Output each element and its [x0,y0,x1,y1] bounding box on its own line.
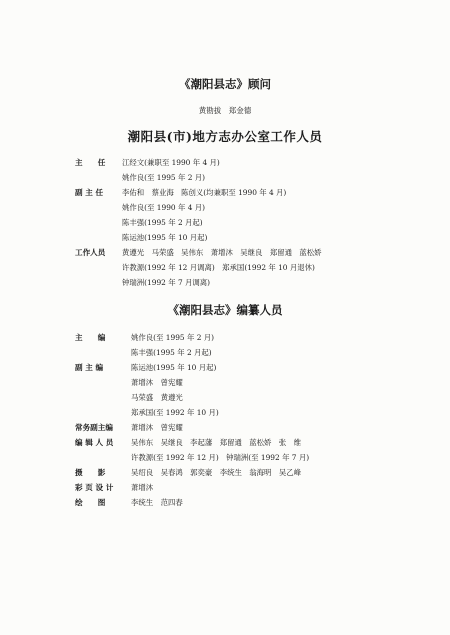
editors-title: 《潮阳县志》编纂人员 [167,303,283,317]
editors-deputy-line: 萧增沐 曾宪耀 [131,378,183,387]
office-deputy-line: 陈运池(1995 年 10 月起) [122,233,208,242]
editors-design-line: 萧增沐 [131,483,154,492]
office-label-deputy: 副 主 任 [75,188,104,197]
editors-deputy-line: 陈运池(1995 年 10 月起) [131,363,217,372]
office-staff-line: 钟瑞洲(1992 年 7 月调离) [122,278,211,287]
editors-executive-line: 萧增沐 曾宪耀 [131,423,183,432]
editors-label-chief: 主 编 [75,333,106,342]
office-director-line: 姚作良(至 1995 年 2 月) [122,173,206,182]
editors-deputy-line: 马荣盛 黄遵光 [131,393,183,402]
advisor-names: 黄勘拔 郑金德 [198,106,252,115]
editors-label-drawing: 绘 图 [75,498,106,507]
editors-deputy-line: 郑承国(至 1992 年 10 月) [131,408,219,417]
editors-label-photo: 摄 影 [75,468,106,477]
office-staff-line: 黄遵光 马荣盛 吴伟东 萧增沐 吴继良 郑留通 蓝松娇 [122,248,322,257]
office-deputy-line: 李佑和 蔡业海 陈创义(均兼职至 1990 年 4 月) [122,188,287,197]
editors-staff-line: 吴伟东 吴继良 李起藩 郑留通 蓝松娇 张 维 [131,438,301,447]
editors-drawing-line: 李统生 范四春 [131,498,183,507]
office-title: 潮阳县(市)地方志办公室工作人员 [127,129,323,144]
office-deputy-line: 姚作良(至 1990 年 4 月) [122,203,206,212]
editors-chief-line: 陈丰强(1995 年 2 月起) [131,348,212,357]
office-staff-line: 许教源(1992 年 12 月调离) 郑承国(1992 年 10 月退休) [122,263,315,272]
advisor-title: 《潮阳县志》顾问 [179,77,271,91]
editors-label-executive: 常务副主编 [75,423,113,432]
editors-chief-line: 姚作良(至 1995 年 2 月) [131,333,215,342]
office-director-line: 江经文(兼职至 1990 年 4 月) [122,158,220,167]
editors-photo-line: 吴绍良 吴春鸿 郭奕豪 李统生 翁海明 吴乙峰 [131,468,301,477]
office-label-staff: 工作人员 [75,248,106,257]
editors-staff-line: 许教源(至 1992 年 12 月) 钟瑞洲(至 1992 年 7 月) [131,453,310,462]
office-deputy-line: 陈丰强(1995 年 2 月起) [122,218,203,227]
editors-label-design: 彩 页 设 计 [75,483,114,492]
office-label-director: 主 任 [75,158,106,167]
editors-label-deputy: 副 主 编 [75,363,104,372]
editors-label-staff: 编 辑 人 员 [75,438,114,447]
